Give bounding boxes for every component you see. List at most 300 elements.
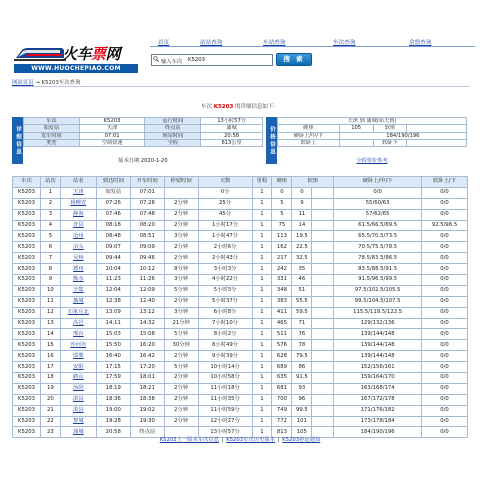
table-cell xyxy=(312,253,334,264)
table-cell: 167/172/178 xyxy=(334,394,422,405)
table-cell: 75 xyxy=(272,220,292,231)
search-value[interactable]: K5203 xyxy=(188,57,205,63)
table-cell: 0/0 xyxy=(422,340,468,351)
table-cell: 07:48 xyxy=(130,209,164,220)
site-logo[interactable] xyxy=(12,40,140,76)
station-link[interactable]: 蒲城 xyxy=(60,427,96,438)
table-cell: 700 xyxy=(272,394,292,405)
table-cell: 14 xyxy=(292,220,312,231)
table-cell xyxy=(312,362,334,373)
table-cell: 1 xyxy=(252,253,272,264)
table-cell: 10:12 xyxy=(130,264,164,275)
table-cell: 749 xyxy=(272,405,292,416)
table-cell: 23 xyxy=(40,427,60,438)
table-cell xyxy=(312,340,334,351)
table-cell: K5203 xyxy=(13,242,41,253)
table-cell: 17 xyxy=(40,362,60,373)
table-cell: 08:18 xyxy=(96,220,130,231)
table-cell: 1 xyxy=(252,296,272,307)
table-cell: 3分钟 xyxy=(164,275,198,286)
table-cell: 129/132/136 xyxy=(334,318,422,329)
table-cell: 35 xyxy=(292,264,312,275)
table-cell: 1 xyxy=(252,416,272,427)
table-cell: K5203 xyxy=(13,405,41,416)
table-cell: 99.5/104.5/107.5 xyxy=(334,296,422,307)
station-link[interactable]: 邯郸 xyxy=(60,351,96,362)
footer-link-prev-version[interactable]: K5203上一版本车次信息 xyxy=(159,437,220,443)
table-row xyxy=(13,394,468,405)
table-cell: 13 xyxy=(40,318,60,329)
info-value-cell: 07:01 xyxy=(79,132,145,139)
table-cell: 1 xyxy=(252,427,272,438)
table-cell: 0/0 xyxy=(422,275,468,286)
table-cell: 113 xyxy=(272,231,292,242)
station-link[interactable]: 辛集 xyxy=(60,285,96,296)
table-cell: 51 xyxy=(292,285,312,296)
table-cell: 79.5 xyxy=(292,351,312,362)
stops-table xyxy=(12,176,468,438)
table-cell: 7小时10分 xyxy=(198,318,252,329)
info-label-cell: 车次 xyxy=(24,118,80,125)
station-link[interactable]: 天津 xyxy=(60,187,96,198)
table-cell: 163/168/174 xyxy=(334,383,422,394)
table-cell: 1 xyxy=(252,307,272,318)
table-cell: 5 xyxy=(40,231,60,242)
table-cell: 3分钟 xyxy=(164,231,198,242)
table-cell: 12:38 xyxy=(96,296,130,307)
stops-header-cell: 硬卧上/中/下 xyxy=(334,177,422,188)
table-cell: 5小时37分 xyxy=(198,296,252,307)
table-cell: 411 xyxy=(272,307,292,318)
hard-sleeper-label: 硬卧上/中/下 xyxy=(278,132,340,139)
table-row xyxy=(13,340,468,351)
table-cell: 20 xyxy=(40,394,60,405)
nav-station-to-station[interactable]: 站站查询 xyxy=(200,40,223,46)
table-cell: 终点站 xyxy=(130,427,164,438)
table-cell: 0/0 xyxy=(422,307,468,318)
station-link[interactable]: 衡水 xyxy=(60,275,96,286)
table-cell: 78.5/83.5/86.5 xyxy=(334,253,422,264)
table-row xyxy=(13,383,468,394)
table-cell: 08:48 xyxy=(96,231,130,242)
table-cell: 1 xyxy=(252,187,272,198)
table-cell xyxy=(312,416,334,427)
table-cell: 16:42 xyxy=(130,351,164,362)
table-cell xyxy=(312,405,334,416)
table-cell: 19.5 xyxy=(292,231,312,242)
brand-name: 火车票网 xyxy=(62,45,121,63)
table-cell: 15 xyxy=(40,340,60,351)
stops-header-cell: 到达时间 xyxy=(96,177,130,188)
table-cell: 0/0 xyxy=(422,362,468,373)
table-cell: 2分钟 xyxy=(164,416,198,427)
table-cell: 681 xyxy=(272,383,292,394)
table-cell: 14:32 xyxy=(130,318,164,329)
stops-header-cell: 天数 xyxy=(198,177,252,188)
price-route-cell: 天津 到 蒲城(始天到) xyxy=(278,118,467,125)
table-cell: K5203 xyxy=(13,285,41,296)
table-cell: 13小时57分 xyxy=(198,427,252,438)
table-cell: 628 xyxy=(272,351,292,362)
search-icon xyxy=(153,56,159,62)
table-cell: 1 xyxy=(40,187,60,198)
stops-header-cell: 里程 xyxy=(252,177,272,188)
table-cell: 2分钟 xyxy=(164,198,198,209)
table-cell: 6小时8分 xyxy=(198,307,252,318)
table-cell: 08:51 xyxy=(130,231,164,242)
table-cell: 6 xyxy=(40,242,60,253)
table-cell: 18:38 xyxy=(130,394,164,405)
info-value-cell: 天津 xyxy=(79,125,145,132)
table-cell: 22 xyxy=(40,416,60,427)
stops-header-row xyxy=(13,177,468,188)
stops-header-cell: 开车时间 xyxy=(130,177,164,188)
table-cell: K5203 xyxy=(13,373,41,384)
table-row xyxy=(13,275,468,286)
table-cell: 0分 xyxy=(198,187,252,198)
table-cell: K5203 xyxy=(13,231,41,242)
table-cell: 8 xyxy=(40,264,60,275)
table-cell: 13:12 xyxy=(130,307,164,318)
info-value-cell: K5203 xyxy=(79,118,145,125)
table-cell: 12:04 xyxy=(96,285,130,296)
table-cell: 71 xyxy=(292,318,312,329)
table-cell: 2分钟 xyxy=(164,351,198,362)
nav-station-query[interactable]: 车站查询 xyxy=(263,40,286,46)
table-cell: 1 xyxy=(252,351,272,362)
info-label-cell: 终点站 xyxy=(145,125,201,132)
station-link[interactable]: 安阳 xyxy=(60,362,96,373)
table-cell: 07:46 xyxy=(96,209,130,220)
table-cell: 465 xyxy=(272,318,292,329)
table-row xyxy=(13,351,468,362)
table-cell: 10小时58分 xyxy=(198,373,252,384)
table-cell: 2分钟 xyxy=(164,220,198,231)
nav-home[interactable]: 首页 xyxy=(158,40,170,46)
info-row xyxy=(24,132,263,139)
info-row xyxy=(24,139,263,146)
station-link[interactable]: 汤阴 xyxy=(60,383,96,394)
table-cell xyxy=(312,264,334,275)
table-cell: 96 xyxy=(292,394,312,405)
table-cell: 13:09 xyxy=(96,307,130,318)
table-cell: 5分钟 xyxy=(164,362,198,373)
info-row xyxy=(24,118,263,125)
station-link[interactable]: 高邑 xyxy=(60,318,96,329)
table-cell: K5203 xyxy=(13,318,41,329)
detail-title-train: K5203 xyxy=(213,104,234,110)
table-cell: 19:28 xyxy=(96,416,130,427)
info-value-cell: 13小时57分 xyxy=(201,118,263,125)
table-cell: 21 xyxy=(40,405,60,416)
table-cell: 11小时35分 xyxy=(198,394,252,405)
table-cell: 101 xyxy=(292,416,312,427)
stops-header-cell: 站名 xyxy=(60,177,96,188)
table-cell xyxy=(312,351,334,362)
soft-sleeper-label: 软卧上 xyxy=(278,139,340,146)
table-cell: 76 xyxy=(292,329,312,340)
table-cell xyxy=(312,209,334,220)
table-row xyxy=(13,231,468,242)
table-cell: 18:21 xyxy=(130,383,164,394)
table-cell: 0 xyxy=(292,187,312,198)
table-cell: 0/0 xyxy=(422,383,468,394)
table-cell: 46 xyxy=(292,275,312,286)
table-cell: 18:36 xyxy=(96,394,130,405)
table-cell: 1小时47分 xyxy=(198,231,252,242)
stops-header-cell: 软卧上/下 xyxy=(422,177,468,188)
station-link[interactable]: 石家庄北 xyxy=(60,307,96,318)
table-cell: 0/0 xyxy=(422,373,468,384)
table-cell: 0/0 xyxy=(422,318,468,329)
table-cell: 10小时14分 xyxy=(198,362,252,373)
info-label-cell: 类型 xyxy=(24,139,80,146)
stops-header-cell: 站次 xyxy=(40,177,60,188)
table-cell: K5203 xyxy=(13,220,41,231)
info-value-cell: 空调快速 xyxy=(79,139,145,146)
table-cell: 348 xyxy=(272,285,292,296)
table-cell: 12小时27分 xyxy=(198,416,252,427)
table-row xyxy=(13,329,468,340)
station-link[interactable]: 吴桥 xyxy=(60,253,96,264)
soft-seat-label: 软座 xyxy=(373,125,407,132)
table-row xyxy=(13,242,468,253)
table-cell: 0/0 xyxy=(422,242,468,253)
table-cell: K5203 xyxy=(13,253,41,264)
table-cell: 1 xyxy=(252,394,272,405)
table-cell: K5203 xyxy=(13,340,41,351)
table-cell: 09:44 xyxy=(96,253,130,264)
table-cell: K5203 xyxy=(13,416,41,427)
table-cell xyxy=(312,318,334,329)
table-cell: 11小时59分 xyxy=(198,405,252,416)
table-cell: 1 xyxy=(252,242,272,253)
table-cell: 1 xyxy=(252,318,272,329)
info-row xyxy=(24,125,263,132)
table-cell: 2分钟 xyxy=(164,373,198,384)
table-cell: 0/0 xyxy=(422,394,468,405)
table-cell: 12:40 xyxy=(130,296,164,307)
table-cell: 10 xyxy=(40,285,60,296)
nav-train-query[interactable]: 车次查询 xyxy=(333,40,356,46)
table-cell: 61.5/66.5/69.5 xyxy=(334,220,422,231)
soft-sleeper-lower-price xyxy=(407,139,467,146)
info-value-cell: 20:58 xyxy=(201,132,263,139)
breadcrumb-arrow: → xyxy=(35,80,40,86)
table-cell xyxy=(312,296,334,307)
table-cell: 2分钟 xyxy=(164,383,198,394)
table-cell: 8分钟 xyxy=(164,264,198,275)
table-cell: 15:50 xyxy=(96,340,130,351)
info-label-cell: 发车时间 xyxy=(24,132,80,139)
table-cell: 1 xyxy=(252,329,272,340)
search-input[interactable] xyxy=(151,54,273,66)
table-cell: 139/144/148 xyxy=(334,351,422,362)
soft-sleeper-lower-label: 软卧下 xyxy=(373,139,407,146)
table-cell xyxy=(312,394,334,405)
table-cell: 11:26 xyxy=(130,275,164,286)
station-link[interactable]: 静海 xyxy=(60,209,96,220)
table-row xyxy=(13,373,468,384)
table-cell: 99.5 xyxy=(292,405,312,416)
table-row xyxy=(13,362,468,373)
table-cell xyxy=(312,285,334,296)
table-cell: 4小时22分 xyxy=(198,275,252,286)
price-table xyxy=(277,117,467,147)
table-cell: 19:30 xyxy=(130,416,164,427)
table-cell: 09:09 xyxy=(130,242,164,253)
table-cell: 1 xyxy=(252,264,272,275)
station-link[interactable]: 淇县 xyxy=(60,394,96,405)
table-cell: 1 xyxy=(252,373,272,384)
table-cell: 4 xyxy=(40,220,60,231)
effective-date: 版本日期 2020-1-20 xyxy=(118,158,168,164)
station-link[interactable]: 藁城 xyxy=(60,296,96,307)
breadcrumb xyxy=(12,78,470,87)
table-cell: 32.5 xyxy=(292,253,312,264)
table-row xyxy=(13,187,468,198)
table-cell: 152/156/161 xyxy=(334,362,422,373)
table-cell xyxy=(312,187,334,198)
table-cell: 1 xyxy=(252,209,272,220)
table-cell: 08:20 xyxy=(130,220,164,231)
station-link[interactable]: 黎城 xyxy=(60,416,96,427)
footer-link-suspension[interactable]: K5203停运通知 xyxy=(282,437,321,443)
table-cell: 0/0 xyxy=(422,296,468,307)
table-cell: 11:23 xyxy=(96,275,130,286)
detail-title: 车次 K5203 的详细信息如下： xyxy=(200,104,280,110)
stops-header-cell: 停留时间 xyxy=(164,177,198,188)
table-cell: 83.5/88.5/91.5 xyxy=(334,264,422,275)
table-cell: 0/0 xyxy=(422,416,468,427)
table-cell: 5分钟 xyxy=(164,329,198,340)
table-cell: 97.5/102.5/105.5 xyxy=(334,285,422,296)
info-label-cell: 全程 xyxy=(145,139,201,146)
table-cell: 139/144/148 xyxy=(334,329,422,340)
search-label: 输入车次 xyxy=(161,59,183,65)
station-link[interactable]: 浚县 xyxy=(60,405,96,416)
table-cell: 91.5/96.5/99.5 xyxy=(334,275,422,286)
table-row xyxy=(13,307,468,318)
table-cell: 11 xyxy=(292,209,312,220)
table-cell: 15:03 xyxy=(96,329,130,340)
table-cell: 5小时3分 xyxy=(198,285,252,296)
table-cell: 8小时49分 xyxy=(198,340,252,351)
brand-url: WWW.HUOCHEPIAO.COM xyxy=(14,64,138,73)
table-cell: 159/164/170 xyxy=(334,373,422,384)
table-cell: K5203 xyxy=(13,275,41,286)
table-cell: 1 xyxy=(252,231,272,242)
table-cell: 14:11 xyxy=(96,318,130,329)
station-link[interactable]: 青县 xyxy=(60,220,96,231)
table-cell: 14 xyxy=(40,329,60,340)
table-cell: 0/0 xyxy=(422,198,468,209)
table-cell: 57/62/65 xyxy=(334,209,422,220)
table-cell: 9小时39分 xyxy=(198,351,252,362)
station-link[interactable]: 邢台 xyxy=(60,329,96,340)
table-cell: 11 xyxy=(40,296,60,307)
table-cell: 217 xyxy=(272,253,292,264)
table-cell: 1 xyxy=(252,198,272,209)
table-cell: 15:08 xyxy=(130,329,164,340)
table-cell: 1 xyxy=(252,285,272,296)
search-button[interactable]: 搜 索 xyxy=(276,53,312,66)
table-cell: K5203 xyxy=(13,329,41,340)
table-cell: 18:19 xyxy=(96,383,130,394)
station-link[interactable]: 鹤山 xyxy=(60,373,96,384)
info-value-cell: 蒲城 xyxy=(201,125,263,132)
station-link[interactable]: 沧州 xyxy=(60,231,96,242)
table-cell: 16:20 xyxy=(130,340,164,351)
table-cell: 07:28 xyxy=(130,198,164,209)
table-cell: 689 xyxy=(272,362,292,373)
table-cell: 78 xyxy=(292,340,312,351)
hard-seat-price: 105 xyxy=(339,125,373,132)
table-cell: 772 xyxy=(272,416,292,427)
table-cell: 2分钟 xyxy=(164,253,198,264)
table-cell: 11小时18分 xyxy=(198,383,252,394)
table-cell: 576 xyxy=(272,340,292,351)
table-cell: 91.5 xyxy=(292,373,312,384)
table-cell: K5203 xyxy=(13,264,41,275)
table-cell: 2分钟 xyxy=(164,296,198,307)
table-cell: 2 xyxy=(40,198,60,209)
table-cell: K5203 xyxy=(13,209,41,220)
table-cell: 16:40 xyxy=(96,351,130,362)
table-cell: 5分钟 xyxy=(164,285,198,296)
table-cell: 30分钟 xyxy=(164,340,198,351)
table-cell xyxy=(312,231,334,242)
table-cell: 16 xyxy=(40,351,60,362)
table-cell: 2分钟 xyxy=(164,394,198,405)
table-cell: 59.5 xyxy=(292,307,312,318)
footer-link-history[interactable]: K5203车次历史版本 xyxy=(226,437,275,443)
hard-sleeper-price: 184/190/196 xyxy=(339,132,466,139)
train-info-table xyxy=(23,117,263,147)
table-cell xyxy=(312,198,334,209)
table-cell: 07:26 xyxy=(96,198,130,209)
table-cell: 20:58 xyxy=(96,427,130,438)
breadcrumb-current: K5203车次查询 xyxy=(41,80,81,86)
fare-reference-link[interactable]: 全程票价参考 xyxy=(356,158,388,164)
table-cell: 0/0 xyxy=(422,285,468,296)
table-row xyxy=(13,296,468,307)
table-cell: 19 xyxy=(40,383,60,394)
table-cell: 173/178/184 xyxy=(334,416,422,427)
table-cell: 1小时17分 xyxy=(198,220,252,231)
table-cell: 3 xyxy=(40,209,60,220)
station-link[interactable]: 杨柳青 xyxy=(60,198,96,209)
station-link[interactable]: 沙河市 xyxy=(60,340,96,351)
table-cell: 93 xyxy=(292,383,312,394)
station-link[interactable]: 德州 xyxy=(60,264,96,275)
table-row xyxy=(13,405,468,416)
table-cell: K5203 xyxy=(13,383,41,394)
table-cell: 511 xyxy=(272,329,292,340)
table-cell: 55/60/63 xyxy=(334,198,422,209)
table-cell: 242 xyxy=(272,264,292,275)
table-cell: 1 xyxy=(252,405,272,416)
table-cell: 383 xyxy=(272,296,292,307)
table-cell: 0/0 xyxy=(422,231,468,242)
table-cell: 12:09 xyxy=(130,285,164,296)
table-cell: 0/0 xyxy=(422,329,468,340)
table-cell: 2分钟 xyxy=(164,405,198,416)
nav-ticket-query[interactable]: 余票查询 xyxy=(409,40,432,46)
table-cell: K5203 xyxy=(13,187,41,198)
breadcrumb-home[interactable]: 网站首页 xyxy=(12,80,34,86)
station-link[interactable]: 泊头 xyxy=(60,242,96,253)
